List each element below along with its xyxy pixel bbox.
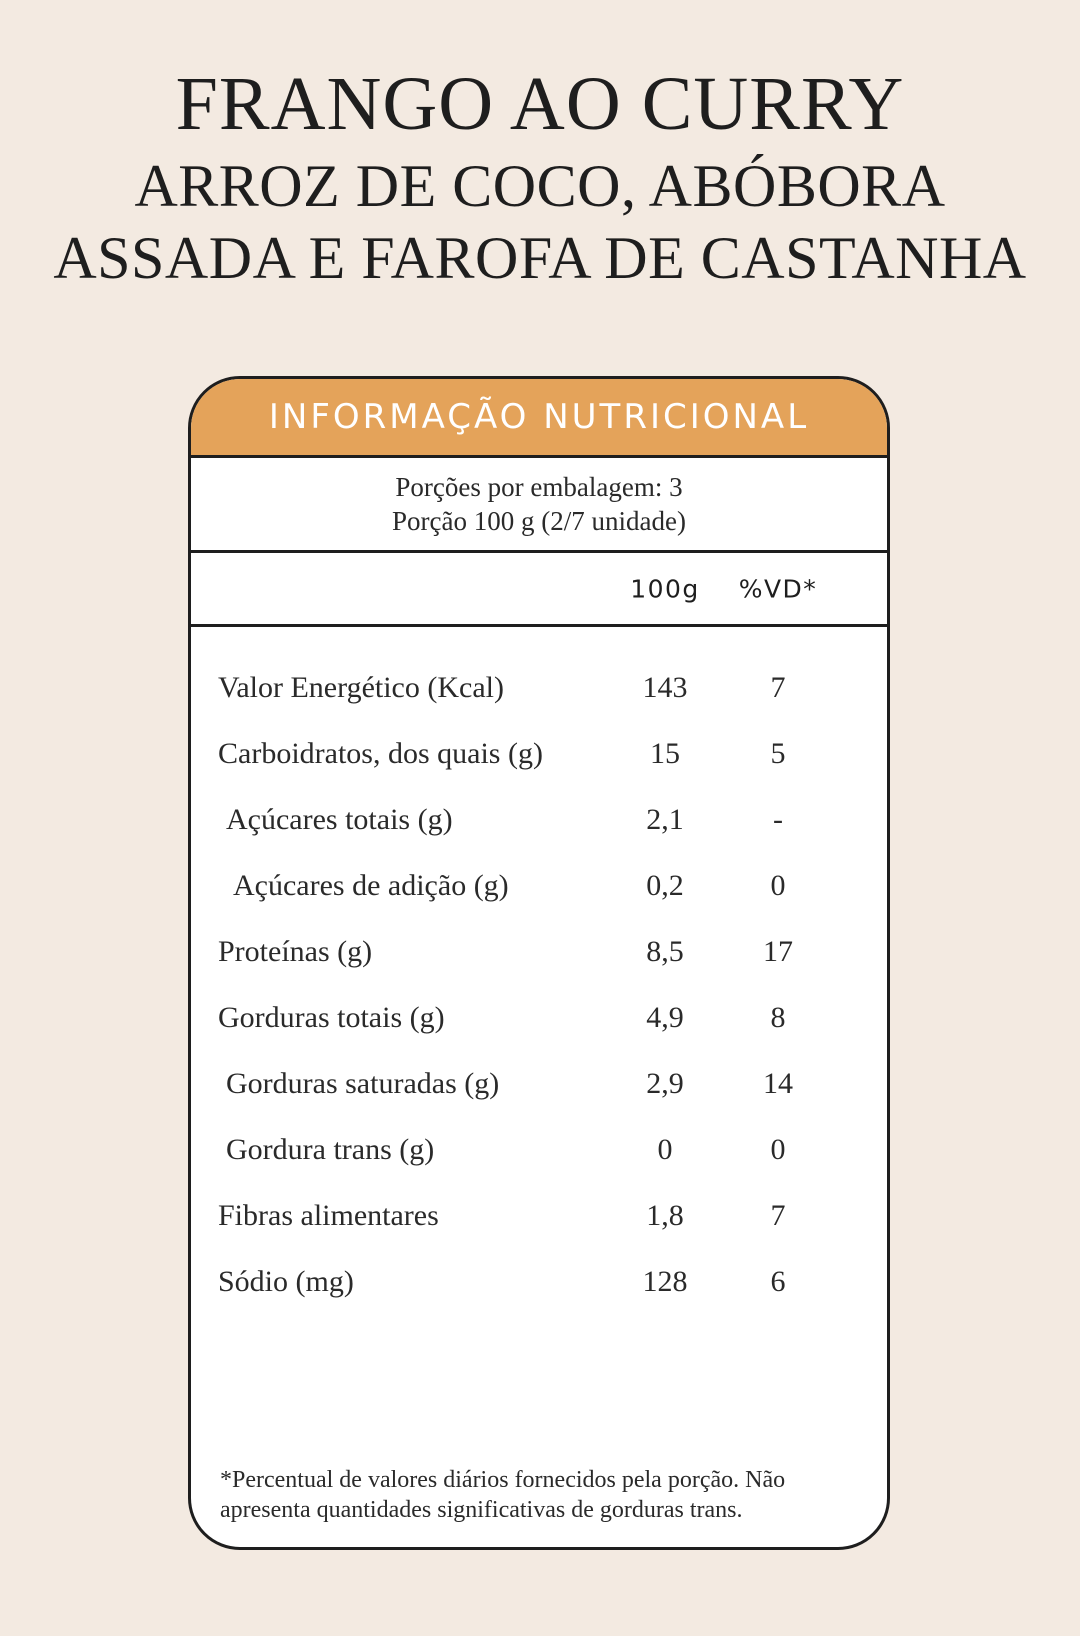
table-row (191, 655, 887, 721)
product-name: FRANGO AO CURRY (175, 62, 905, 146)
nutrient-vd: 6 (770, 1265, 786, 1298)
nutrient-vd: 5 (770, 737, 786, 770)
nutrient-name: Proteínas (g) (218, 935, 373, 968)
nutrient-value: 15 (650, 737, 680, 770)
nutrient-vd: - (773, 803, 783, 836)
nutrient-name: Gorduras totais (g) (218, 1001, 445, 1034)
nutrient-name: Açúcares totais (g) (226, 803, 453, 836)
table-row (191, 985, 887, 1051)
nutrient-value: 128 (642, 1265, 688, 1298)
nutrition-label (188, 376, 890, 1550)
footnote: *Percentual de valores diários fornecidos pela porção. Não apresenta quantidades significativas de gorduras trans. (220, 1467, 786, 1523)
nutrient-vd: 7 (770, 671, 786, 704)
nutrient-table (191, 627, 887, 1315)
portions-per-package: Porções por embalagem: 3 (395, 472, 683, 502)
nutrient-name: Fibras alimentares (218, 1199, 439, 1232)
nutrient-vd: 0 (770, 1133, 786, 1166)
product-title (0, 58, 1080, 294)
column-headers (191, 553, 887, 627)
column-header-vd: %VD* (738, 574, 818, 603)
table-row (191, 919, 887, 985)
nutrient-value: 4,9 (646, 1001, 684, 1034)
column-header-100g: 100g (630, 574, 700, 603)
nutrient-vd: 8 (770, 1001, 786, 1034)
table-row (191, 787, 887, 853)
nutrient-value: 0,2 (646, 869, 684, 902)
nutrient-value: 2,9 (646, 1067, 684, 1100)
product-description-line-1: ARROZ DE COCO, ABÓBORA (134, 153, 946, 219)
nutrient-value: 143 (642, 671, 688, 704)
nutrition-label-header: INFORMAÇÃO NUTRICIONAL (191, 379, 887, 458)
product-description-line-2: ASSADA E FAROFA DE CASTANHA (53, 225, 1027, 291)
table-row (191, 1249, 887, 1315)
nutrient-vd: 17 (763, 935, 793, 968)
table-row (191, 1051, 887, 1117)
nutrient-value: 0 (657, 1133, 673, 1166)
nutrient-value: 8,5 (646, 935, 684, 968)
nutrient-name: Gordura trans (g) (226, 1133, 435, 1166)
nutrient-value: 2,1 (646, 803, 684, 836)
table-row (191, 1183, 887, 1249)
nutrient-vd: 14 (763, 1067, 793, 1100)
portion-info (191, 458, 887, 553)
table-row (191, 1117, 887, 1183)
portion-size: Porção 100 g (2/7 unidade) (392, 506, 686, 536)
nutrient-vd: 0 (770, 869, 786, 902)
nutrient-name: Açúcares de adição (g) (233, 869, 509, 902)
table-row (191, 853, 887, 919)
nutrient-vd: 7 (770, 1199, 786, 1232)
nutrient-name: Gorduras saturadas (g) (226, 1067, 500, 1100)
nutrient-value: 1,8 (646, 1199, 684, 1232)
nutrient-name: Sódio (mg) (218, 1265, 354, 1298)
nutrient-name: Valor Energético (Kcal) (218, 671, 504, 704)
table-row (191, 721, 887, 787)
nutrient-name: Carboidratos, dos quais (g) (218, 737, 543, 770)
